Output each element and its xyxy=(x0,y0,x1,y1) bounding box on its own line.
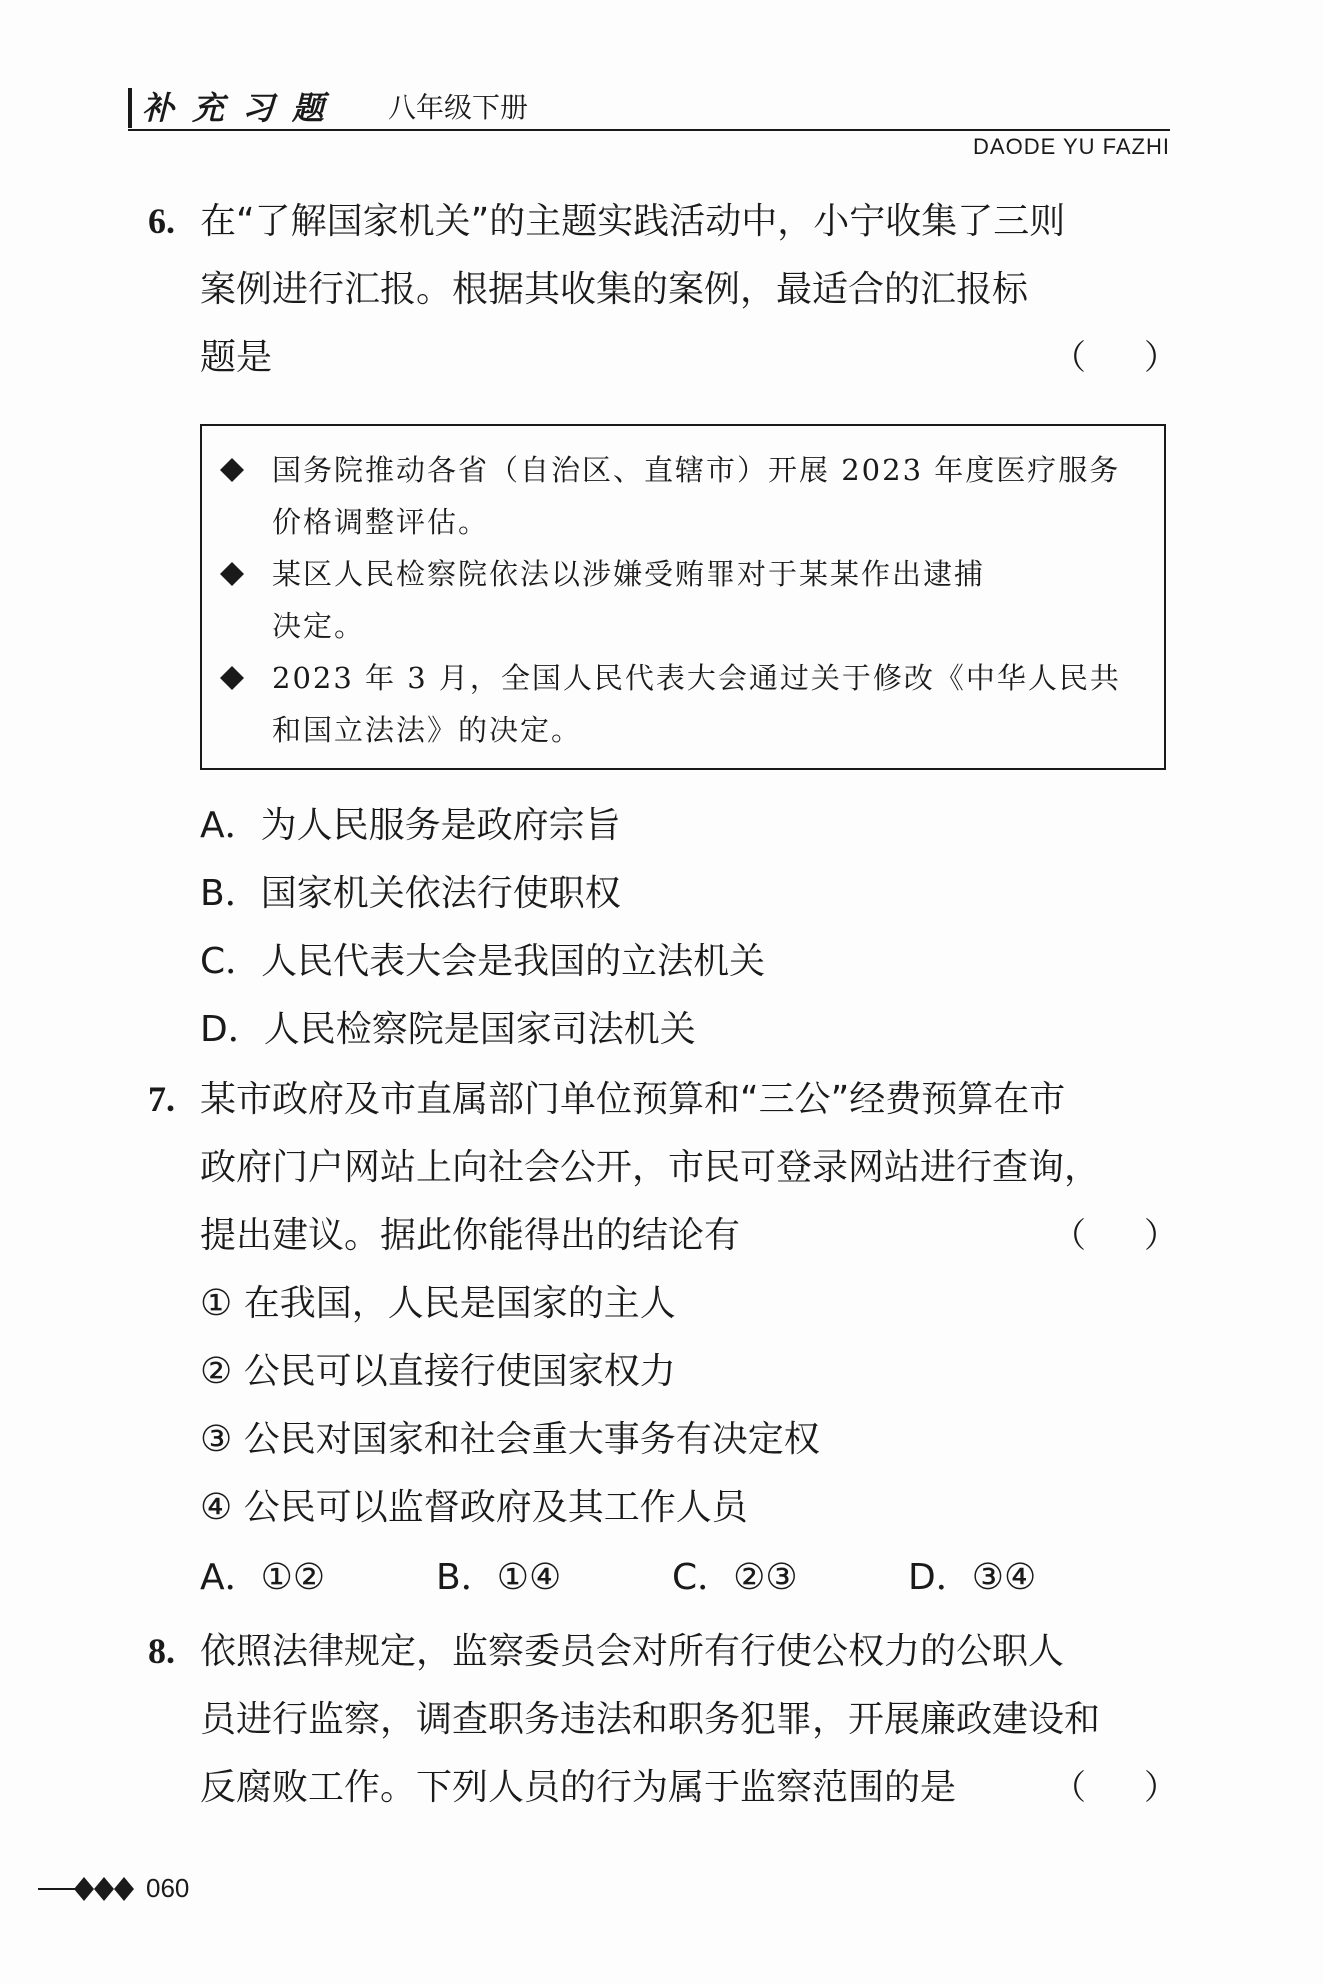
diamond-bullet-icon xyxy=(220,562,244,586)
question-text-line: 反腐败工作。下列人员的行为属于监察范围的是 xyxy=(200,1767,957,1808)
statement-item: ④ 公民可以监督政府及其工作人员 xyxy=(200,1487,748,1528)
page-number: 060 xyxy=(146,1873,190,1903)
statement-item: ① 在我国，人民是国家的主人 xyxy=(200,1283,676,1324)
question-number: 7. xyxy=(148,1079,175,1119)
footer-diamonds-icon xyxy=(74,1874,134,1904)
header-rule xyxy=(128,129,1170,131)
question-text-line: 提出建议。据此你能得出的结论有 xyxy=(200,1215,741,1256)
question-text-line: 案例进行汇报。根据其收集的案例，最适合的汇报标 xyxy=(200,269,1029,310)
question-text-line: 员进行监察，调查职务违法和职务犯罪，开展廉政建设和 xyxy=(200,1699,1101,1740)
answer-option: D．人民检察院是国家司法机关 xyxy=(200,1009,696,1050)
question-text-line: 依照法律规定，监察委员会对所有行使公权力的公职人 xyxy=(200,1631,1065,1672)
answer-parentheses: （） xyxy=(1052,338,1236,378)
answer-option: A．①② xyxy=(200,1557,326,1598)
case-text-line: 决定。 xyxy=(272,609,366,643)
case-box xyxy=(200,424,1166,770)
case-text-line: 国务院推动各省（自治区、直辖市）开展 2023 年度医疗服务 xyxy=(272,453,1121,487)
question-number: 8. xyxy=(148,1631,175,1671)
case-text-line: 2023 年 3 月，全国人民代表大会通过关于修改《中华人民共 xyxy=(272,661,1121,695)
question-text-line: 政府门户网站上向社会公开，市民可登录网站进行查询， xyxy=(200,1147,1101,1188)
footer-rule xyxy=(38,1888,76,1890)
answer-option: B．国家机关依法行使职权 xyxy=(200,873,621,914)
diamond-bullet-icon xyxy=(220,458,244,482)
case-item xyxy=(220,548,1150,652)
case-text-line: 价格调整评估。 xyxy=(272,505,490,539)
answer-parentheses: （） xyxy=(1052,1768,1236,1808)
grade-label: 八年级下册 xyxy=(388,91,529,124)
question-text-line: 题是 xyxy=(200,337,273,378)
case-item xyxy=(220,652,1150,756)
case-text-line: 某区人民检察院依法以涉嫌受贿罪对于某某作出逮捕 xyxy=(272,557,986,591)
answer-option: A．为人民服务是政府宗旨 xyxy=(200,805,621,846)
question-text-line: 在“了解国家机关”的主题实践活动中，小宁收集了三则 xyxy=(200,201,1066,242)
answer-option: D．③④ xyxy=(908,1557,1037,1598)
case-text-line: 和国立法法》的决定。 xyxy=(272,713,583,747)
header-bar xyxy=(128,88,132,128)
question-text-line: 某市政府及市直属部门单位预算和“三公”经费预算在市 xyxy=(200,1079,1066,1120)
statement-item: ② 公民可以直接行使国家权力 xyxy=(200,1351,676,1392)
book-brand: 补充习题 xyxy=(142,89,343,127)
answer-option: C．②③ xyxy=(672,1557,798,1598)
page-header xyxy=(128,86,1170,130)
diamond-bullet-icon xyxy=(220,666,244,690)
question-number: 6. xyxy=(148,201,175,241)
answer-option: C．人民代表大会是我国的立法机关 xyxy=(200,941,766,982)
statement-item: ③ 公民对国家和社会重大事务有决定权 xyxy=(200,1419,820,1460)
case-item xyxy=(220,444,1150,548)
subject-english: DAODE YU FAZHI xyxy=(973,134,1170,159)
answer-parentheses: （） xyxy=(1052,1216,1236,1256)
answer-option: B．①④ xyxy=(436,1557,562,1598)
